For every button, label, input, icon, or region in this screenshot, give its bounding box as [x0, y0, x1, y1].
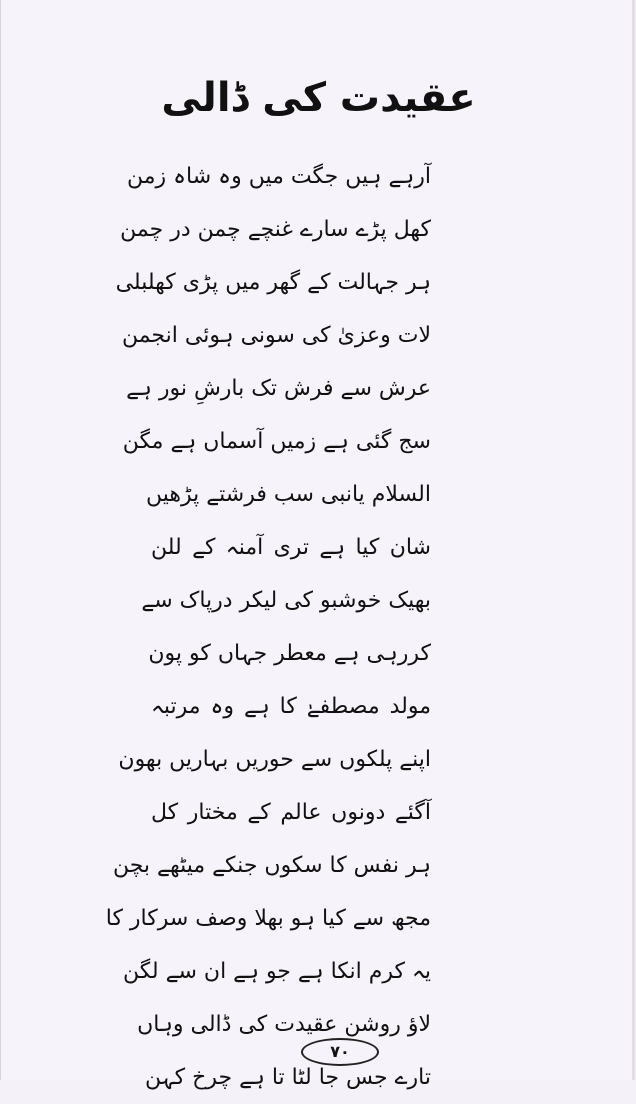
poem-line: کھل پڑے سارے غنچے چمن در چمن	[120, 217, 431, 242]
poem-line: اپنے پلکوں سے حوریں بہاریں بھون	[118, 747, 431, 772]
poem-line: عرش سے فرش تک بارشِ نور ہے	[126, 376, 431, 401]
poem-line: لات وعزیٰ کی سونی ہوئی انجمن	[121, 323, 431, 348]
page-number: ٧٠	[301, 1038, 379, 1066]
poem-line: بھیک خوشبو کی لیکر درپاک سے	[141, 588, 431, 613]
poem-line: السلام یانبی سب فرشتے پڑھیں	[146, 482, 431, 507]
poem-line: مولد مصطفےٰ کا ہے وہ مرتبہ	[151, 694, 431, 719]
poem-line: آگئے دونوں عالم کے مختار کل	[151, 800, 431, 825]
poem-line: لاؤ روشن عقیدت کی ڈالی وہاں	[137, 1012, 431, 1037]
page-edge	[632, 0, 635, 1080]
poem-line: ہر جہالت کے گھر میں پڑی کھلبلی	[115, 270, 431, 295]
poem-line: کررہی ہے معطر جہاں کو پون	[148, 641, 431, 666]
poem-line: آرہے ہیں جگت میں وہ شاہ زمن	[127, 164, 431, 189]
poem-line: سج گئی ہے زمیں آسماں ہے مگن	[122, 429, 431, 454]
poem-body	[105, 150, 431, 1104]
poem-line: ہر نفس کا سکوں جنکے میٹھے بچن	[112, 853, 431, 878]
poem-line: تارے جس جا لٹا تا ہے چرخ کہن	[145, 1065, 431, 1090]
poem-title: عقیدت کی ڈالی	[161, 75, 476, 121]
poem-line: مجھ سے کیا ہو بھلا وصف سرکار کا	[105, 906, 431, 931]
poem-line: شان کیا ہے تری آمنہ کے للن	[151, 535, 431, 560]
poem-line: یہ کرم انکا ہے جو ہے ان سے لگن	[123, 959, 431, 984]
